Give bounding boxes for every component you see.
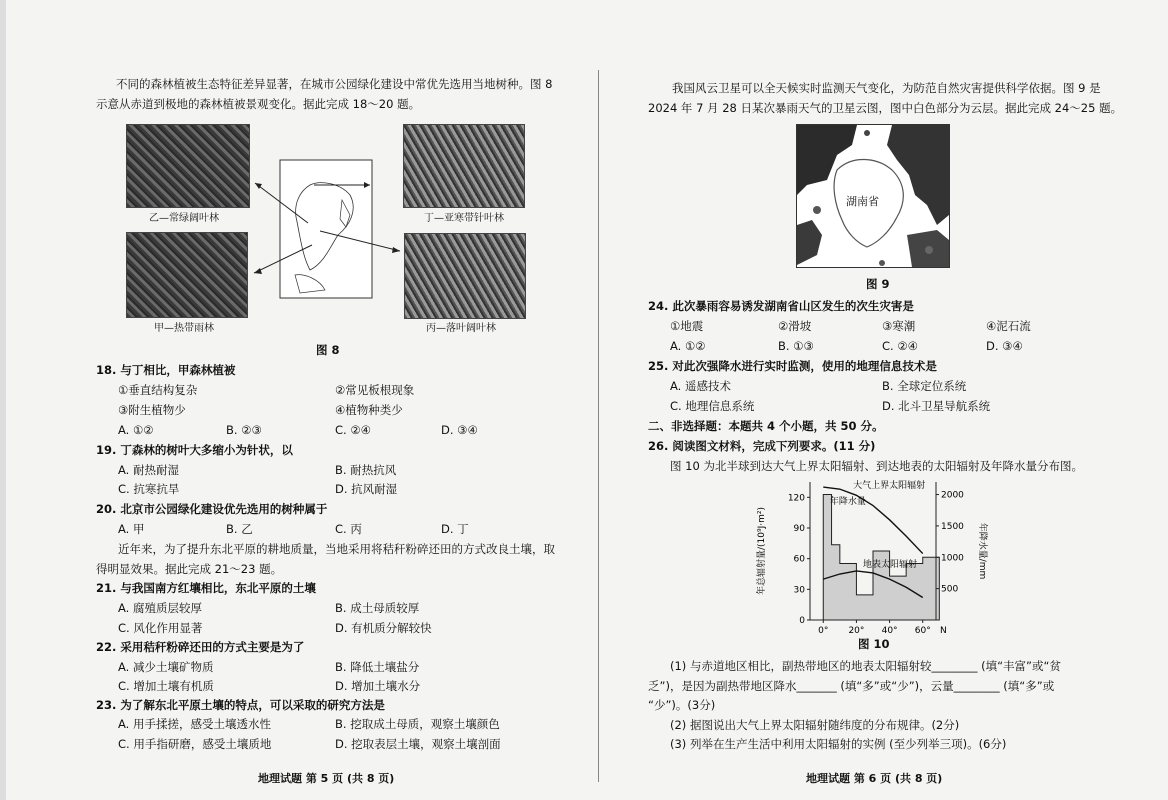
x-tick-label: 40° [881,626,898,634]
left-axis-label: 年总辐射量/(10⁹J·m²) [757,506,767,596]
x-tick-label: 60° [914,626,931,634]
page-footer: 地理试题 第 6 页 (共 8 页) [806,772,943,785]
question-stem: 22. 采用秸秆粉碎还田的方式主要是为了 [96,640,305,654]
answer-choice: A. 耐热耐湿 [118,463,179,477]
answer-choice: D. 挖取表层土壤，观察土壤剖面 [335,737,501,751]
answer-choice: B. 耐热抗风 [335,463,397,477]
answer-choice: D. 有机质分解较快 [335,621,432,635]
right-tick-label: 1500 [941,521,964,532]
left-tick-label: 60 [793,554,805,565]
photo-caption: 乙—常绿阔叶林 [149,213,219,224]
answer-choice: A. 用手揉搓，感受土壤透水性 [118,717,271,731]
sub-question-line: (3) 列举在生产生活中利用太阳辐射的实例 (至少列举三项)。(6分) [670,737,1007,751]
statement-option: ③附生植物少 [118,403,186,417]
section-heading: 二、非选择题：本题共 4 个小题，共 50 分。 [648,419,884,433]
x-axis-end-label: N [940,626,947,634]
answer-choice: A. 甲 [118,522,145,536]
right-tick-label: 1000 [941,553,964,564]
map-label-hunan: 湖南省 [846,195,879,208]
answer-choice: A. 遥感技术 [670,379,731,393]
left-tick-label: 30 [793,585,805,596]
answer-choice: A. ①② [670,339,706,353]
answer-choice: B. ②③ [226,423,262,437]
photo-caption: 甲—热带雨林 [154,323,214,334]
figure-caption: 图 9 [866,277,890,291]
x-tick-label: 20° [848,626,865,634]
intro-paragraph-line: 得明显效果。据此完成 21～23 题。 [96,562,283,576]
answer-choice: D. 增加土壤水分 [335,679,421,693]
right-axis-label: 年降水量/mm [977,522,987,580]
statement-option: ②滑坡 [778,319,812,333]
answer-choice: C. 抗寒抗旱 [118,482,180,496]
scan-edge-left [0,0,6,800]
page-divider [598,70,599,782]
intro-paragraph-line: 近年来，为了提升东北平原的耕地质量，当地采用将秸秆粉碎还田的方式改良土壤，取 [118,542,555,556]
material-text: 图 10 为北半球到达大气上界太阳辐射、到达地表的太阳辐射及年降水量分布图。 [670,459,1083,473]
intro-paragraph-line: 我国风云卫星可以全天候实时监测天气变化，为防范自然灾害提供科学依据。图 9 是 [672,81,1101,95]
sub-question-line: 乏”)，是因为副热带地区降水_______ (填“多”或“少”)，云量________ (填“多”或 [648,679,1055,693]
intro-paragraph-line: 不同的森林植被生态特征差异显著，在城市公园绿化建设中常优先选用当地树种。图 8 [116,77,553,91]
photo-subarctic-coniferous-forest [403,124,525,208]
sub-question-line: “少”)。(3分) [648,698,716,712]
answer-choice: B. ①③ [778,339,814,353]
photo-tropical-rainforest [126,232,248,318]
photo-caption: 丙—落叶阔叶林 [426,323,496,334]
photo-deciduous-broadleaf-forest [404,233,526,319]
statement-option: ③寒潮 [882,319,916,333]
answer-choice: D. ③④ [986,339,1023,353]
answer-choice: A. 腐殖质层较厚 [118,601,202,615]
photo-evergreen-broadleaf-forest [126,124,250,208]
answer-choice: C. ②④ [882,339,918,353]
question-stem: 23. 为了解东北平原土壤的特点，可以采取的研究方法是 [96,698,385,712]
question-stem: 25. 对此次强降水进行实时监测，使用的地理信息技术是 [648,359,937,373]
answer-choice: D. 丁 [441,522,469,536]
answer-choice: C. 地理信息系统 [670,399,755,413]
answer-choice: B. 降低土壤盐分 [335,660,420,674]
intro-paragraph-line: 示意从赤道到极地的森林植被景观变化。据此完成 18～20 题。 [96,97,421,111]
photo-caption: 丁—亚寒带针叶林 [424,213,504,224]
answer-choice: C. ②④ [335,423,371,437]
answer-choice: C. 风化作用显著 [118,621,203,635]
answer-choice: B. 全球定位系统 [882,379,967,393]
page-footer: 地理试题 第 5 页 (共 8 页) [258,772,395,785]
question-stem: 18. 与丁相比，甲森林植被 [96,363,236,377]
series-label-precip: 年降水量 [829,496,866,507]
answer-choice: D. ③④ [441,423,478,437]
question-stem: 19. 丁森林的树叶大多缩小为针状，以 [96,443,293,457]
figure-caption: 图 10 [858,637,890,651]
right-tick-label: 500 [941,584,959,595]
intro-paragraph-line: 2024 年 7 月 28 日某次暴雨天气的卫星云图，图中白色部分为云层。据此完成 24～25 题。 [648,101,1123,115]
statement-option: ①垂直结构复杂 [118,383,198,397]
answer-choice: A. ①② [118,423,154,437]
figure-caption: 图 8 [316,343,340,357]
answer-choice: D. 北斗卫星导航系统 [882,399,991,413]
world-map-with-arrows [250,155,402,305]
question-stem: 21. 与我国南方红壤相比，东北平原的土壤 [96,581,316,595]
series-label-surface: 地表太阳辐射 [863,559,918,570]
series-label-toa: 大气上界太阳辐射 [853,481,926,492]
question-stem: 24. 此次暴雨容易诱发湖南省山区发生的次生灾害是 [648,299,914,313]
answer-choice: B. 乙 [226,522,253,536]
x-tick-label: 0° [818,626,829,634]
figure10-chart [748,474,996,638]
answer-choice: C. 增加土壤有机质 [118,679,214,693]
answer-choice: A. 减少土壤矿物质 [118,660,214,674]
left-tick-label: 90 [793,524,805,534]
right-tick-label: 2000 [941,490,964,501]
answer-choice: B. 挖取成土母质，观察土壤颜色 [335,717,500,731]
left-tick-label: 120 [787,493,805,504]
chart-svg [748,474,996,634]
statement-option: ④泥石流 [986,319,1031,333]
sub-question-line: (2) 据图说出大气上界太阳辐射随纬度的分布规律。(2分) [670,718,960,732]
answer-choice: B. 成土母质较厚 [335,601,420,615]
statement-option: ①地震 [670,319,704,333]
question-stem: 20. 北京市公园绿化建设优先选用的树种属于 [96,502,328,516]
left-tick-label: 0 [799,616,805,626]
answer-choice: C. 用手指研磨，感受土壤质地 [118,737,272,751]
question-stem: 26. 阅读图文材料，完成下列要求。(11 分) [648,439,876,453]
answer-choice: D. 抗风耐湿 [335,482,398,496]
statement-option: ②常见板根现象 [335,383,415,397]
sub-question-line: (1) 与赤道地区相比，副热带地区的地表太阳辐射较________ (填“丰富”或“贫 [670,659,1061,673]
statement-option: ④植物种类少 [335,403,403,417]
answer-choice: C. 丙 [335,522,362,536]
